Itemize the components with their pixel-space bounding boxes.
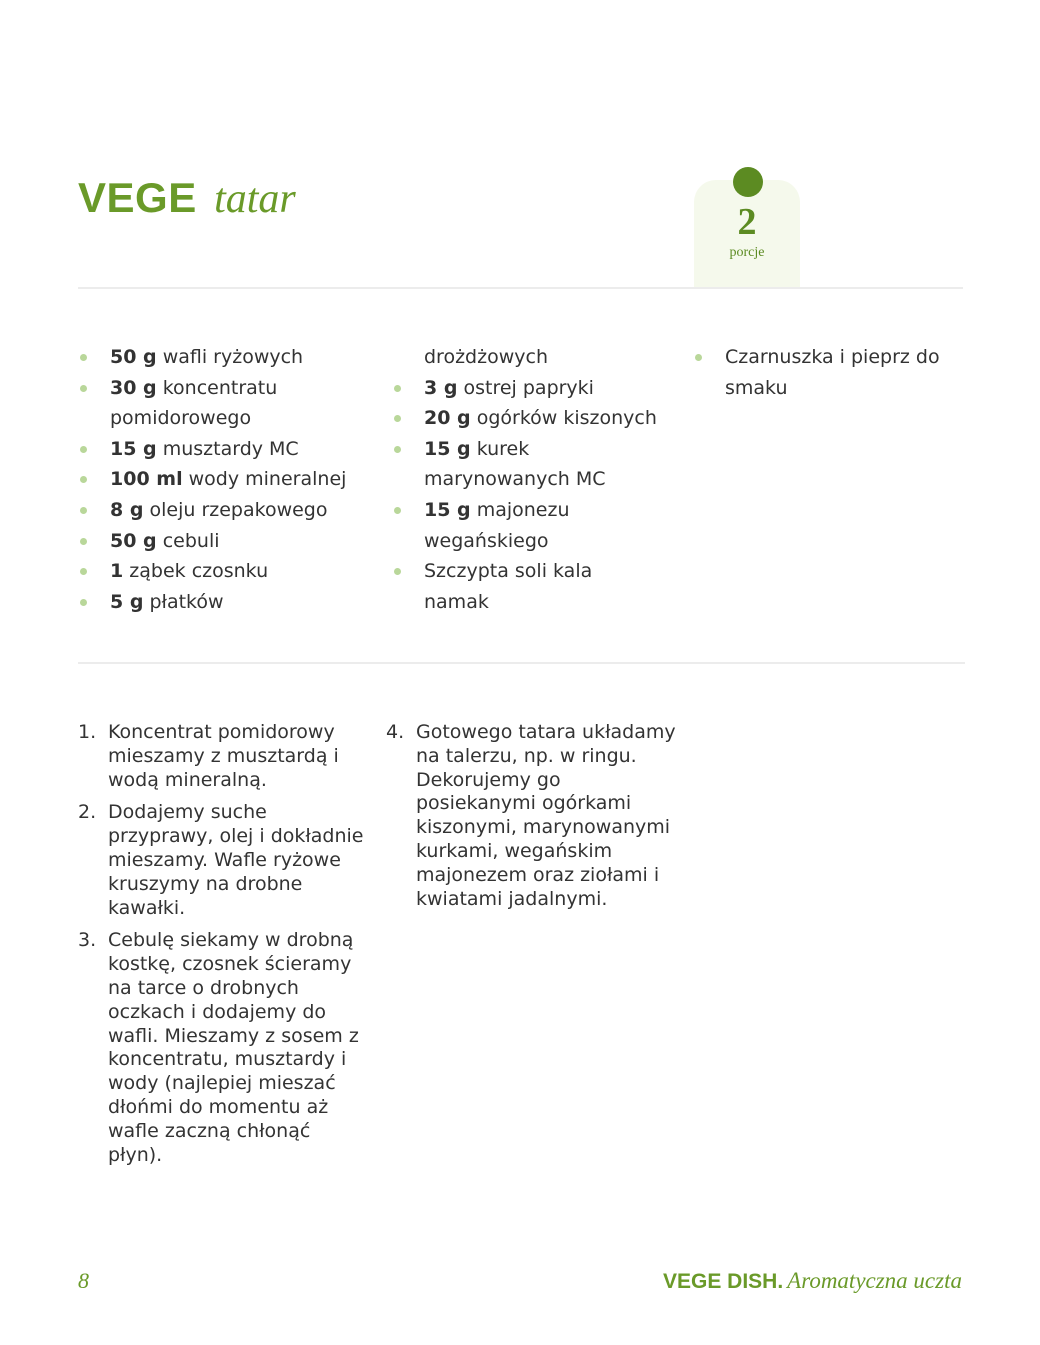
ingredient-text: Czarnuszka i pieprz do <box>725 346 940 368</box>
ingredient-item <box>392 526 692 557</box>
footer-brand-strong: VEGE DISH. <box>662 1270 784 1293</box>
ingredient-item <box>78 342 398 373</box>
steps-column-2 <box>386 721 676 920</box>
page-number: 8 <box>78 1268 89 1293</box>
ingredient-item <box>392 464 692 495</box>
ingredient-text: wody mineralnej <box>188 468 347 491</box>
step-item <box>386 721 676 911</box>
ingredient-text: ostrej papryki <box>463 376 594 399</box>
step-text: Koncentrat pomidorowy mieszamy z musztardą i wodą mineralną. <box>108 721 339 791</box>
ingredient-item <box>392 342 692 373</box>
ingredient-text: smaku <box>725 376 788 399</box>
ingredient-amount: 20 g <box>424 407 471 430</box>
ingredient-item <box>392 434 692 465</box>
step-text: Dodajemy suche przyprawy, olej i dokładnie mieszamy. Wafle ryżowe kruszymy na drobne kawałki. <box>108 801 364 919</box>
ingredient-text: namak <box>424 590 489 613</box>
ingredient-item <box>78 403 398 434</box>
recipe-title-italic: tatar <box>214 176 296 222</box>
ingredient-amount: 1 <box>110 560 124 583</box>
steps-column-1 <box>78 721 368 1176</box>
ingredient-text: płatków <box>149 590 224 613</box>
ingredient-item <box>78 587 398 618</box>
ingredient-item <box>392 556 692 587</box>
step-number: 3. <box>78 929 97 952</box>
step-item <box>78 801 368 920</box>
ingredient-text: ząbek czosnku <box>129 560 269 583</box>
ingredient-amount: 50 g <box>110 529 157 552</box>
ingredient-text: marynowanych MC <box>424 468 606 491</box>
ingredient-amount: 3 g <box>424 376 458 399</box>
ingredient-text: musztardy MC <box>162 437 299 460</box>
ingredient-amount: 5 g <box>110 590 144 613</box>
ingredient-amount: 15 g <box>424 437 471 460</box>
ingredient-text: wafli ryżowych <box>162 346 304 368</box>
step-item <box>78 929 368 1167</box>
step-text: Gotowego tatara układamy na talerzu, np. w ringu. Dekorujemy go posiekanymi ogórkami kiszonymi, marynowanymi kurkami, wegańskim majonezem oraz ziołami i kwiatami jadalnymi. <box>416 721 676 910</box>
ingredient-text: koncentratu <box>162 376 278 399</box>
ingredient-text: majonezu <box>476 498 570 521</box>
ingredient-item <box>78 464 398 495</box>
footer-brand <box>663 1268 962 1294</box>
portions-number: 2 <box>737 201 757 243</box>
ingredient-amount: 8 g <box>110 498 144 521</box>
recipe-title <box>78 170 296 227</box>
ingredient-item <box>78 526 398 557</box>
footer-brand-italic: Aromatyczna uczta <box>787 1268 962 1293</box>
step-text: Cebulę siekamy w drobną kostkę, czosnek ścieramy na tarce o drobnych oczkach i dodajemy do wafli. Mieszamy z sosem z koncentratu, musztardy i wody (najlepiej mieszać dłońmi do momentu aż wafle zaczną chłonąć płyn). <box>108 929 359 1166</box>
ingredients-column-1 <box>78 342 398 617</box>
divider-middle <box>78 662 965 664</box>
divider-top <box>78 287 963 289</box>
ingredient-item <box>693 373 983 404</box>
ingredient-amount: 15 g <box>110 437 157 460</box>
ingredient-item <box>78 495 398 526</box>
step-item <box>78 721 368 792</box>
portions-dot-icon <box>733 167 763 197</box>
ingredient-text: cebuli <box>162 529 220 552</box>
step-number: 1. <box>78 721 97 743</box>
ingredient-item <box>392 587 692 618</box>
ingredient-item <box>693 342 983 373</box>
ingredient-text: kurek <box>476 437 530 460</box>
recipe-title-strong: VEGE <box>78 174 197 221</box>
ingredient-amount: 50 g <box>110 346 157 368</box>
ingredients-column-2 <box>392 342 692 617</box>
ingredient-text: Szczypta soli kala <box>424 560 593 583</box>
ingredient-text: drożdżowych <box>424 346 548 368</box>
ingredient-text: wegańskiego <box>424 529 549 552</box>
ingredient-item <box>392 373 692 404</box>
ingredient-item <box>78 373 398 404</box>
ingredient-amount: 15 g <box>424 498 471 521</box>
ingredient-item <box>78 556 398 587</box>
ingredient-item <box>392 403 692 434</box>
ingredient-text: oleju rzepakowego <box>149 498 328 521</box>
ingredient-item <box>78 434 398 465</box>
ingredient-amount: 30 g <box>110 376 157 399</box>
ingredients-column-3 <box>693 342 983 403</box>
step-number: 4. <box>386 721 405 743</box>
portions-label: porcje <box>729 245 765 260</box>
ingredient-amount: 100 ml <box>110 468 183 491</box>
step-number: 2. <box>78 801 97 824</box>
ingredient-text: pomidorowego <box>110 407 252 430</box>
ingredient-item <box>392 495 692 526</box>
ingredient-text: ogórków kiszonych <box>476 407 657 430</box>
